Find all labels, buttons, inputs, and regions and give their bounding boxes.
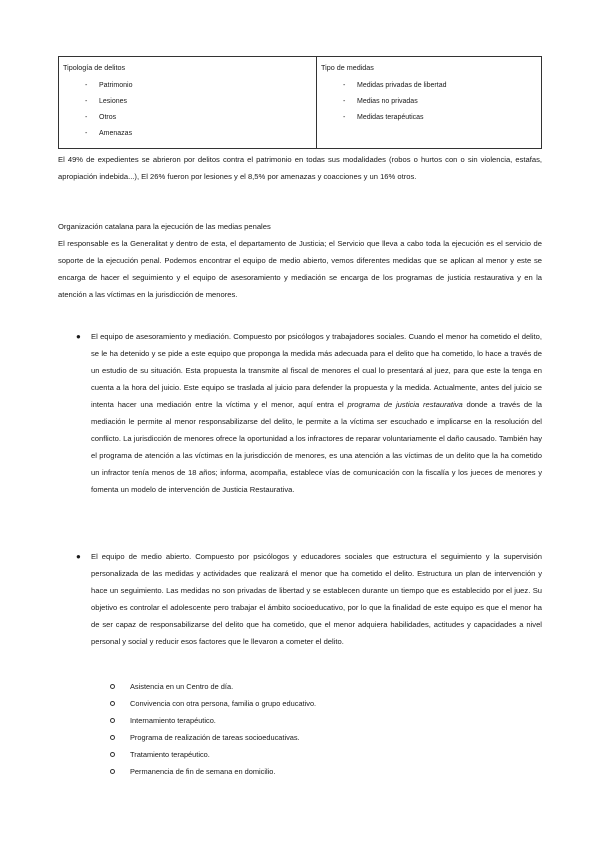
crime-type-item: - Amenazas	[63, 126, 312, 142]
circle-bullet-icon	[110, 752, 115, 757]
crime-type-item: - Otros	[63, 110, 312, 126]
open-measure-label: Asistencia en un Centro de día.	[130, 682, 234, 691]
crime-typology-column	[59, 57, 317, 148]
circle-bullet-icon	[110, 684, 115, 689]
crime-typology-list	[63, 78, 312, 142]
measure-type-item: - Medidas privadas de libertad	[321, 78, 537, 94]
bullet-advisory-text	[91, 328, 542, 498]
measure-type-item: - Medidas terapéuticas	[321, 110, 537, 126]
circle-bullet-icon	[110, 735, 115, 740]
bullet-advisory-text-b: donde a través de la mediación le permite al menor responsabilizarse del delito, le permite a la víctima ser escuchado e implicarse en la resolución del conflicto. La jurisdicción de menores ofrece la oportunidad a los infractores de reparar voluntariamente el daño causado. También hay el programa de atención a las víctimas en la jurisdicción de menores, es una atención a las víctimas de un delito que la ha cometido un infractor tenía menos de 18 años; informa, acompaña, establece vías de comunicación con la fiscalía y los jueces de menores y fomenta un modelo de intervención de Justicia Restaurativa.	[91, 400, 542, 494]
circle-bullet-icon	[110, 701, 115, 706]
intro-paragraph: El 49% de expedientes se abrieron por delitos contra el patrimonio en todas sus modalidades (robos o hurtos con o sin violencia, estafas, apropiación indebida...), El 26% fueron por lesiones y el 8,5% por amenazas y coacciones y un 16% otros.	[58, 155, 542, 181]
measure-type-header: Tipo de medidas	[321, 63, 374, 72]
crime-typology-header: Tipología de delitos	[63, 63, 126, 72]
open-measure-label: Tratamiento terapéutico.	[130, 750, 210, 759]
crime-measures-table	[58, 56, 542, 149]
measure-type-column	[317, 57, 541, 148]
open-measure-item	[110, 746, 316, 763]
crime-type-item: - Lesiones	[63, 94, 312, 110]
open-measure-label: Convivencia con otra persona, familia o grupo educativo.	[130, 699, 317, 708]
bullet-advisory-text-a: El equipo de asesoramiento y mediación. Compuesto por psicólogos y trabajadores sociales. Cuando el menor ha cometido el delito, se le ha detenido y se pide a este equipo que proponga la medida más adecuada para el delito que ha cometido, lo hace a través de un estudio de su situación. Esta propuesta la transmite al fiscal de menores el cual lo presentará al juez, para que este la tenga en cuenta a la hora del juicio. Este equipo se traslada al juicio para defender la propuesta y la medida. Actualmente, antes del juicio se intenta hacer una mediación entre la víctima y el menor, aquí entra el	[91, 332, 542, 409]
circle-bullet-icon	[110, 769, 115, 774]
open-measures-list	[110, 678, 316, 780]
restorative-justice-program: programa de justicia restaurativa	[347, 400, 463, 409]
open-measure-item	[110, 763, 316, 780]
bullet-dot-icon: ●	[76, 552, 81, 561]
measure-type-list	[321, 78, 537, 126]
open-measure-item	[110, 678, 316, 695]
section-heading: Organización catalana para la ejecución de las medias penales	[58, 222, 271, 231]
bullet-open-environment-team	[58, 548, 542, 650]
open-measure-label: Programa de realización de tareas socioeducativas.	[130, 733, 300, 742]
open-measure-item	[110, 712, 316, 729]
open-measure-label: Internamiento terapéutico.	[130, 716, 216, 725]
bullet-advisory-team	[58, 328, 542, 498]
section-paragraph: El responsable es la Generalitat y dentro de esta, el departamento de Justicia; el Servicio que lleva a cabo toda la ejecución es el servicio de soporte de la ejecución penal. Podemos encontrar el equipo de medio abierto, vemos diferentes medidas que se aplican al menor y este se encarga de hacer el seguimiento y el equipo de asesoramiento y mediación se encarga de los programas de justicia restaurativa y en la atención a las víctimas en la jurisdicción de menores.	[58, 239, 542, 299]
open-measure-item	[110, 695, 316, 712]
circle-bullet-icon	[110, 718, 115, 723]
bullet-dot-icon: ●	[76, 332, 81, 341]
bullet-open-environment-text: El equipo de medio abierto. Compuesto por psicólogos y educadores sociales que estructura el seguimiento y la supervisión personalizada de las medidas y actividades que realizará el menor que ha cometido el delito. Estructura un plan de intervención y hace un seguimiento. Las medidas no son privadas de libertad y se establecen durante un tiempo que es establecido por el juez. Su objetivo es controlar el adolescente pero trabajar el ámbito socioeducativo, por lo que la finalidad de este equipo es que el menor ha de ser capaz de responsabilizarse del delito que ha cometido, que el menor adquiera habilidades, actitudes y capacidades a nivel personal y social y reducir esos factores que le llevaron a cometer el delito.	[91, 552, 542, 646]
measure-type-item: - Medias no privadas	[321, 94, 537, 110]
crime-type-item: - Patrimonio	[63, 78, 312, 94]
open-measure-label: Permanencia de fin de semana en domicilio.	[130, 767, 276, 776]
open-measure-item	[110, 729, 316, 746]
